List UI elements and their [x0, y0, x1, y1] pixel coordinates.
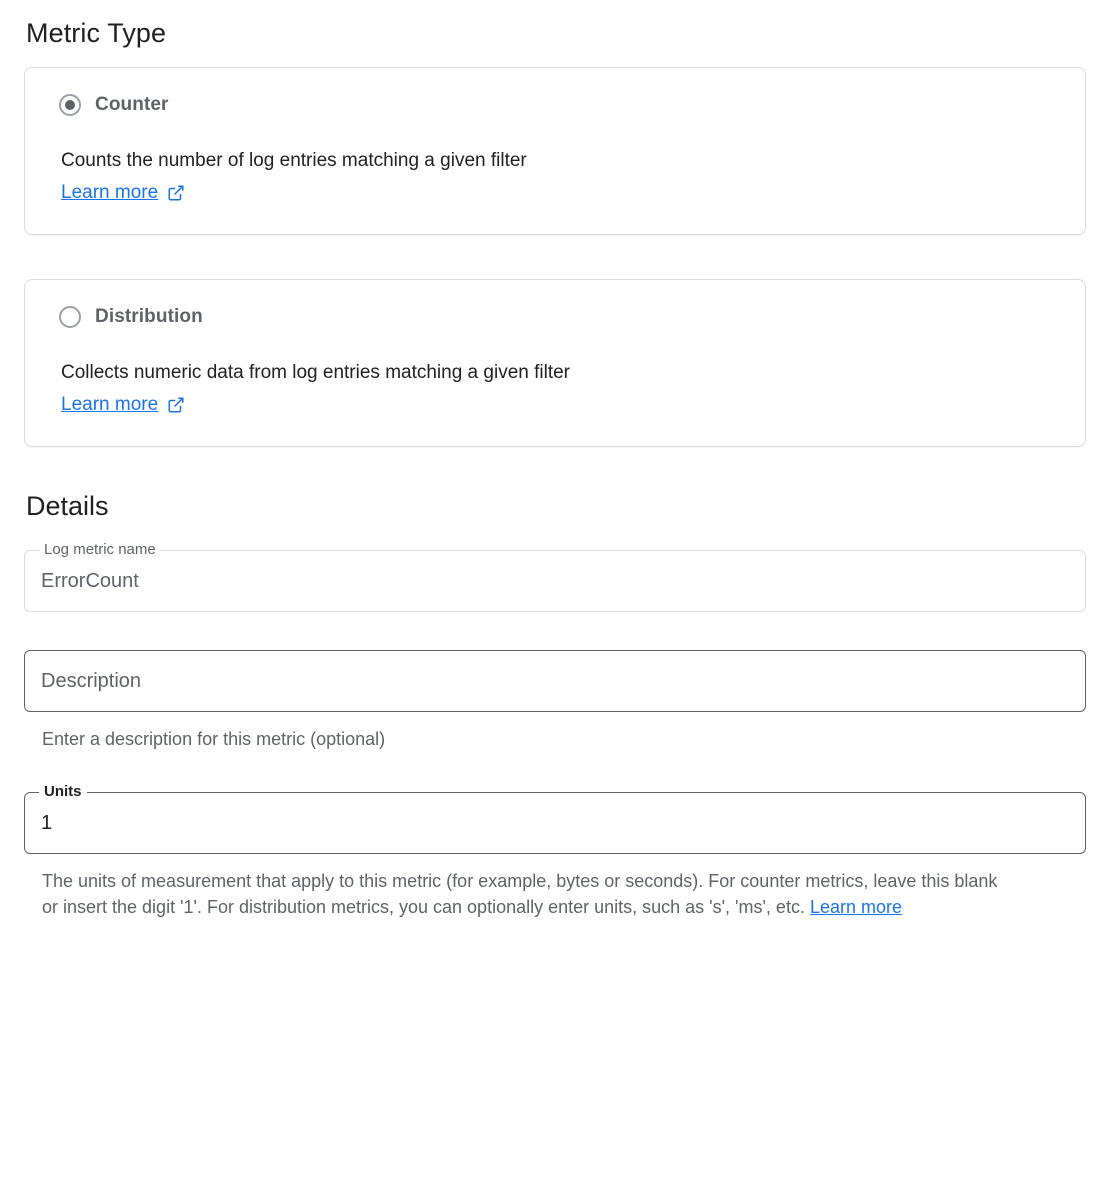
counter-label: Counter [95, 94, 169, 115]
open-in-new-icon [167, 184, 185, 202]
distribution-description: Collects numeric data from log entries matching a given filter [61, 362, 571, 383]
description-placeholder: Description [41, 669, 142, 692]
distribution-learn-more-link[interactable] [61, 394, 185, 416]
open-in-new-icon [167, 396, 185, 414]
distribution-header[interactable] [59, 306, 1051, 328]
counter-learn-more-label: Learn more [61, 182, 159, 203]
radio-counter[interactable] [59, 94, 81, 116]
units-value: 1 [41, 811, 53, 834]
counter-header[interactable] [59, 94, 1051, 116]
counter-learn-more-link[interactable] [61, 182, 185, 204]
metric-type-option-distribution[interactable] [24, 279, 1086, 447]
log-metric-name-label: Log metric name [39, 541, 161, 558]
description-helper-text: Enter a description for this metric (optional) [42, 729, 386, 749]
description-field[interactable] [24, 650, 1086, 712]
units-helper-text [42, 868, 1002, 920]
counter-description: Counts the number of log entries matching a given filter [61, 150, 527, 171]
units-field[interactable] [24, 783, 1086, 854]
metric-type-option-counter[interactable] [24, 67, 1086, 235]
units-learn-more-link[interactable]: Learn more [809, 897, 903, 918]
units-label: Units [39, 783, 87, 800]
log-metric-name-field[interactable] [24, 541, 1086, 612]
distribution-label: Distribution [95, 306, 203, 327]
log-metric-name-value: ErrorCount [41, 569, 139, 592]
details-title: Details [26, 491, 109, 521]
units-helper-body: The units of measurement that apply to this metric (for example, bytes or seconds). For counter metrics, leave this blank or insert the digit '1'. For distribution metrics, you can optionally enter units, such as 's', 'ms', etc. [42, 871, 998, 918]
page-title: Metric Type [26, 18, 167, 48]
radio-distribution[interactable] [59, 306, 81, 328]
distribution-learn-more-label: Learn more [61, 394, 159, 415]
